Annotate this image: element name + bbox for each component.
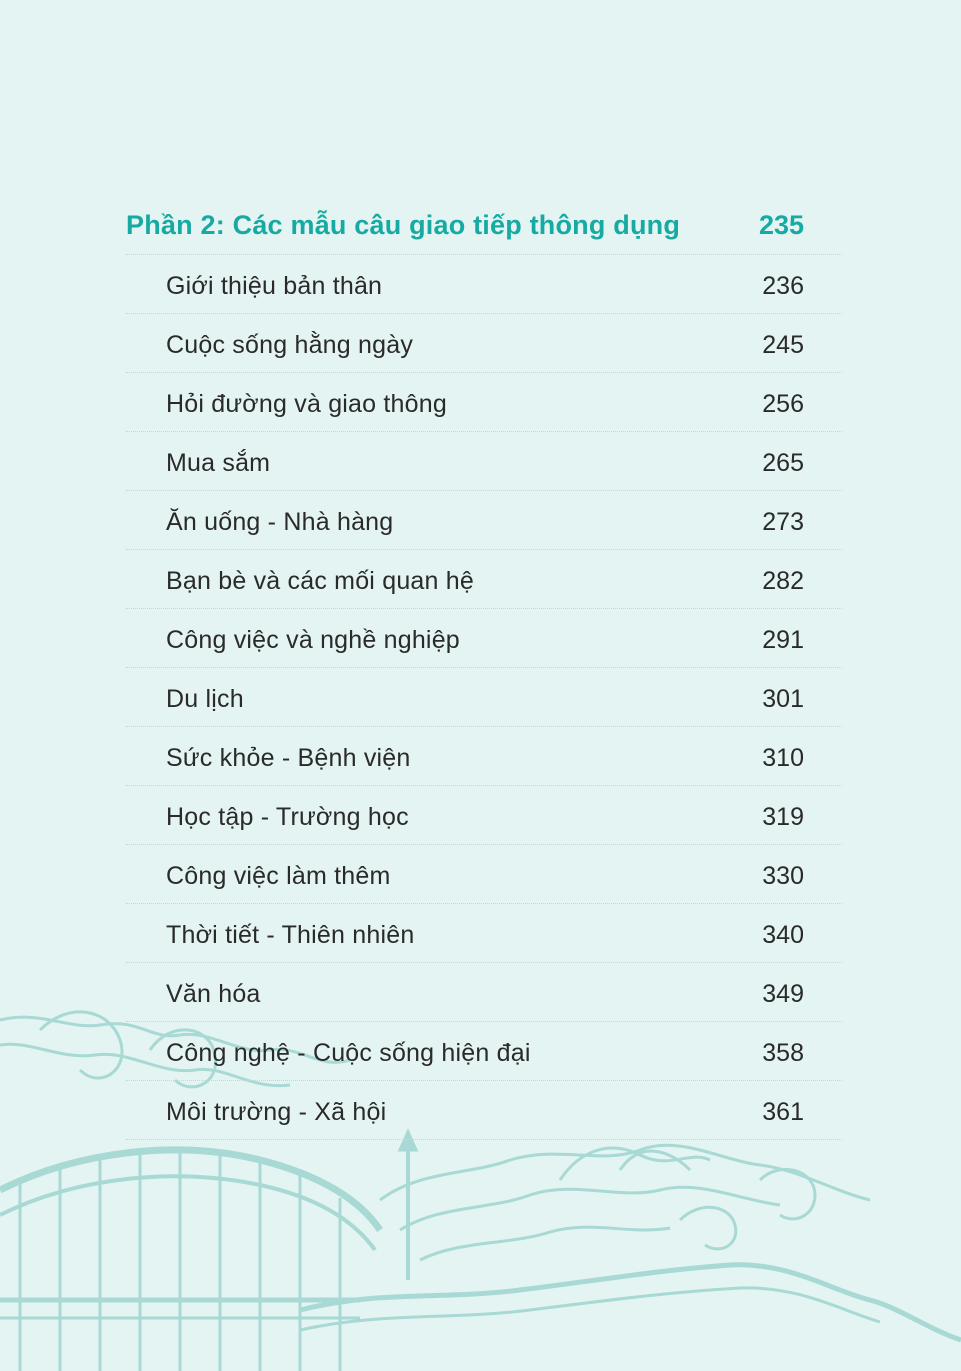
toc-entry-title: Bạn bè và các mối quan hệ bbox=[166, 567, 474, 595]
toc-entry-row[interactable] bbox=[126, 491, 842, 550]
toc-entry-row[interactable] bbox=[126, 550, 842, 609]
toc-section-page: 235 bbox=[758, 210, 804, 240]
toc-entry-title: Sức khỏe - Bệnh viện bbox=[166, 744, 411, 772]
toc-entry-page: 349 bbox=[762, 980, 804, 1008]
toc-entry-title: Cuộc sống hằng ngày bbox=[166, 331, 414, 359]
toc-entry-title: Văn hóa bbox=[166, 980, 261, 1008]
toc-entry-page: 361 bbox=[762, 1098, 804, 1126]
toc-entry-title: Công việc làm thêm bbox=[166, 862, 391, 890]
toc-entry-row[interactable] bbox=[126, 963, 842, 1022]
toc-entry-row[interactable] bbox=[126, 432, 842, 491]
toc-entry-page: 282 bbox=[762, 567, 804, 595]
toc-entry-title: Hỏi đường và giao thông bbox=[166, 390, 447, 418]
toc-entry-row[interactable] bbox=[126, 668, 842, 727]
toc-entry-page: 245 bbox=[762, 331, 804, 359]
toc-entry-title: Học tập - Trường học bbox=[166, 803, 409, 831]
toc-entry-title: Công nghệ - Cuộc sống hiện đại bbox=[166, 1039, 531, 1067]
toc-entry-title: Giới thiệu bản thân bbox=[166, 272, 383, 300]
toc-entry-row[interactable] bbox=[126, 609, 842, 668]
toc-entry-page: 310 bbox=[762, 744, 804, 772]
toc-entry-row[interactable] bbox=[126, 845, 842, 904]
toc-entry-page: 301 bbox=[762, 685, 804, 713]
toc-entry-row[interactable] bbox=[126, 1081, 842, 1140]
table-of-contents bbox=[126, 196, 842, 1140]
toc-entry-row[interactable] bbox=[126, 373, 842, 432]
toc-entry-page: 319 bbox=[762, 803, 804, 831]
toc-entry-row[interactable] bbox=[126, 255, 842, 314]
toc-entry-page: 236 bbox=[762, 272, 804, 300]
toc-entry-page: 358 bbox=[762, 1039, 804, 1067]
toc-entry-row[interactable] bbox=[126, 314, 842, 373]
toc-entry-page: 340 bbox=[762, 921, 804, 949]
toc-entry-row[interactable] bbox=[126, 904, 842, 963]
toc-entry-row[interactable] bbox=[126, 1022, 842, 1081]
toc-entry-title: Du lịch bbox=[166, 685, 244, 713]
toc-entry-title: Môi trường - Xã hội bbox=[166, 1098, 387, 1126]
toc-entry-title: Ăn uống - Nhà hàng bbox=[166, 508, 394, 536]
toc-entry-row[interactable] bbox=[126, 786, 842, 845]
toc-entry-title: Thời tiết - Thiên nhiên bbox=[166, 921, 415, 949]
toc-entry-page: 273 bbox=[762, 508, 804, 536]
toc-entry-page: 291 bbox=[762, 626, 804, 654]
toc-entry-row[interactable] bbox=[126, 727, 842, 786]
toc-section-row[interactable] bbox=[126, 196, 842, 255]
toc-entry-page: 256 bbox=[762, 390, 804, 418]
toc-entry-title: Công việc và nghề nghiệp bbox=[166, 626, 460, 654]
toc-section-title: Phần 2: Các mẫu câu giao tiếp thông dụng bbox=[126, 210, 681, 240]
toc-entry-page: 330 bbox=[762, 862, 804, 890]
toc-entry-title: Mua sắm bbox=[166, 449, 271, 477]
toc-entry-page: 265 bbox=[762, 449, 804, 477]
